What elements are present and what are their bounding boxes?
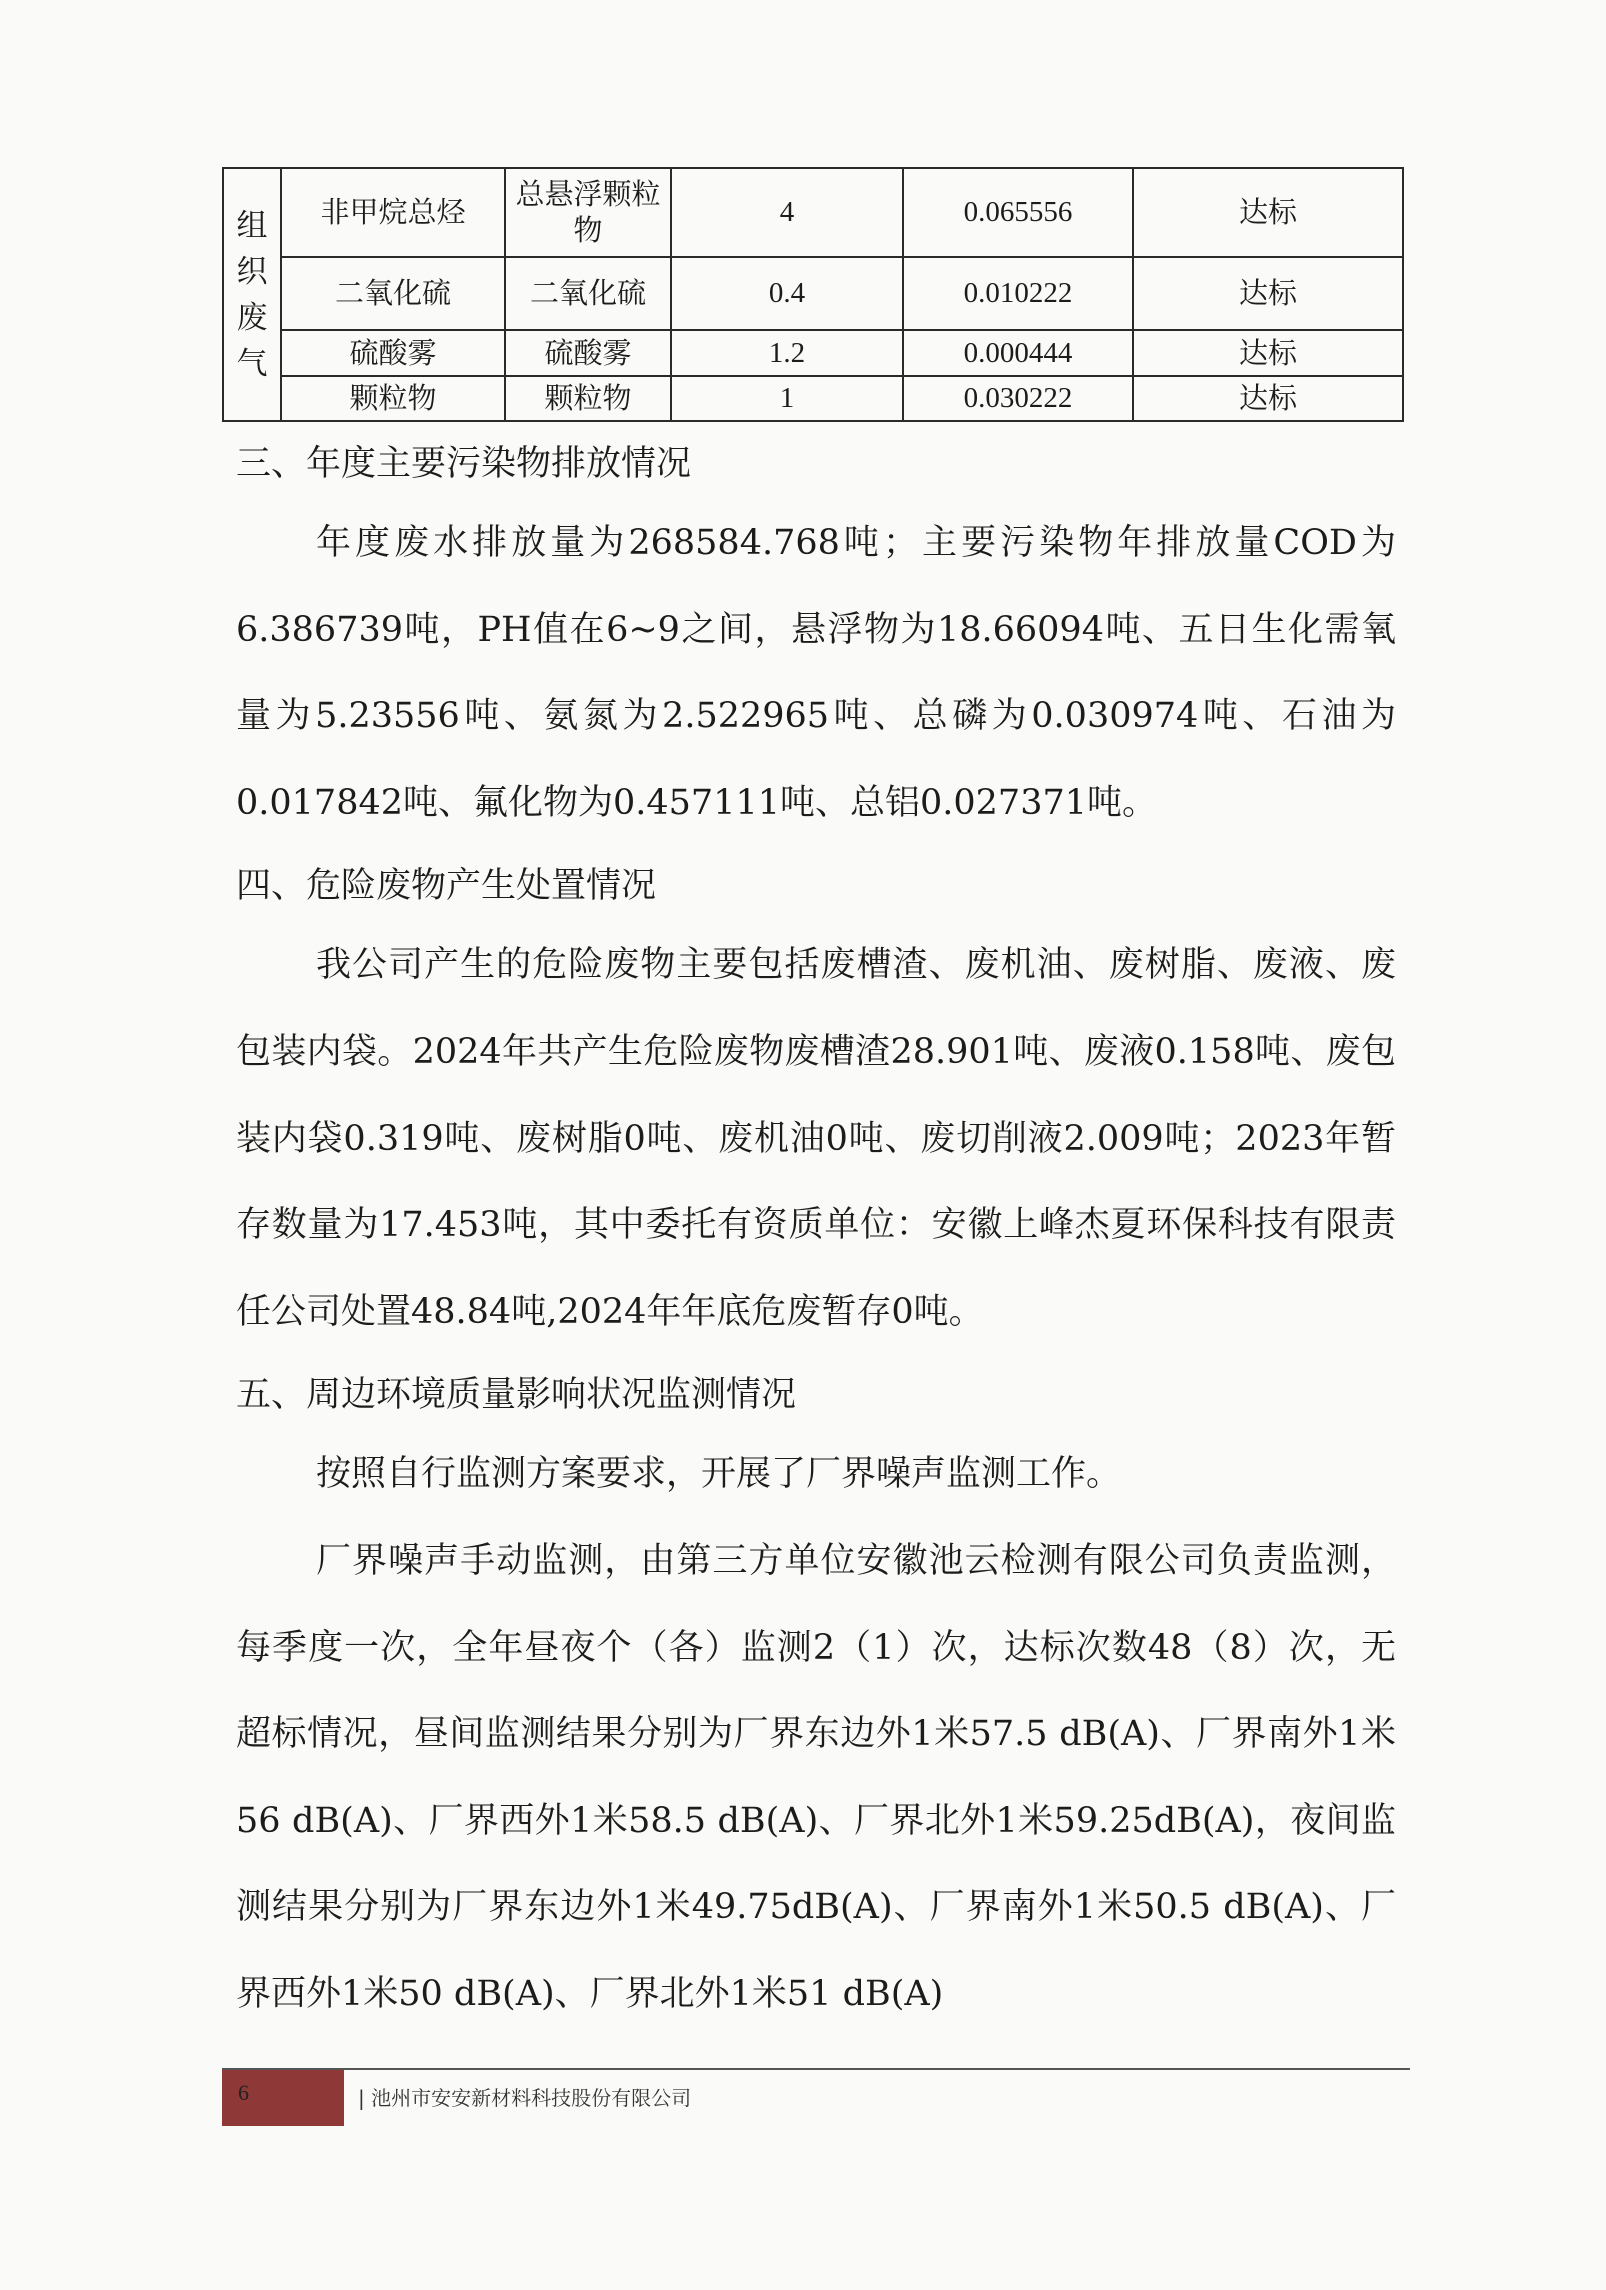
pollutant-cell: 二氧化硫 [505, 257, 671, 330]
status-cell: 达标 [1133, 257, 1403, 330]
limit-cell: 1.2 [671, 330, 903, 375]
section-paragraph-3: 年度废水排放量为268584.768吨；主要污染物年排放量COD为6.386739吨，PH值在6~9之间，悬浮物为18.66094吨、五日生化需氧量为5.23556吨、氨氮为2.522965吨、总磷为0.030974吨、石油为0.017842吨、氟化物为0.457111吨、总铝0.027371吨。 [236, 523, 1396, 823]
item-cell: 非甲烷总烃 [281, 168, 505, 257]
section-paragraph-5b: 厂界噪声手动监测，由第三方单位安徽池云检测有限公司负责监测，每季度一次，全年昼夜个（各）监测2（1）次，达标次数48（8）次，无超标情况，昼间监测结果分别为厂界东边外1米57.5 dB(A)、厂界南外1米56 dB(A)、厂界西外1米58.5 dB(A)、厂界北外1米59.25dB(A)，夜间监测结果分别为厂界东边外1米49.75dB(A)、厂界南外1米50.5 dB(A)、厂界西外1米50 dB(A)、厂界北外1米51 dB(A) [236, 1540, 1396, 2014]
value-cell: 0.000444 [903, 330, 1133, 375]
section-heading-5: 五、周边环境质量影响状况监测情况 [236, 1375, 797, 1416]
category-char: 织 [236, 253, 268, 290]
table-row [223, 330, 1403, 375]
category-cell [223, 168, 281, 421]
page-number: 6 [238, 2080, 249, 2105]
body-content [236, 434, 1396, 2038]
limit-cell: 4 [671, 168, 903, 257]
item-cell: 二氧化硫 [281, 257, 505, 330]
section-heading-4: 四、危险废物产生处置情况 [236, 866, 657, 907]
footer-divider [222, 2068, 1410, 2070]
table-row [223, 257, 1403, 330]
category-char: 废 [236, 299, 268, 336]
value-cell: 0.010222 [903, 257, 1133, 330]
emission-table [222, 167, 1404, 422]
value-cell: 0.030222 [903, 376, 1133, 421]
value-cell: 0.065556 [903, 168, 1133, 257]
section-paragraph-5a: 按照自行监测方案要求，开展了厂界噪声监测工作。 [316, 1454, 1122, 1495]
status-cell: 达标 [1133, 168, 1403, 257]
category-char: 气 [236, 345, 268, 382]
status-cell: 达标 [1133, 376, 1403, 421]
limit-cell: 0.4 [671, 257, 903, 330]
footer-company-name: | 池州市安安新材料科技股份有限公司 [358, 2086, 692, 2110]
limit-cell: 1 [671, 376, 903, 421]
section-paragraph-4: 我公司产生的危险废物主要包括废槽渣、废机油、废树脂、废液、废包装内袋。2024年共产生危险废物废槽渣28.901吨、废液0.158吨、废包装内袋0.319吨、废树脂0吨、废机油0吨、废切削液2.009吨；2023年暂存数量为17.453吨，其中委托有资质单位：安徽上峰杰夏环保科技有限责任公司处置48.84吨,2024年年底危废暂存0吨。 [236, 945, 1396, 1332]
pollutant-cell: 硫酸雾 [505, 330, 671, 375]
table-row [223, 376, 1403, 421]
category-char: 组 [236, 207, 268, 244]
pollutant-cell: 总悬浮颗粒物 [505, 168, 671, 257]
section-heading-3: 三、年度主要污染物排放情况 [236, 444, 692, 484]
item-cell: 硫酸雾 [281, 330, 505, 375]
status-cell: 达标 [1133, 330, 1403, 375]
pollutant-cell: 颗粒物 [505, 376, 671, 421]
table-row [223, 168, 1403, 257]
item-cell: 颗粒物 [281, 376, 505, 421]
